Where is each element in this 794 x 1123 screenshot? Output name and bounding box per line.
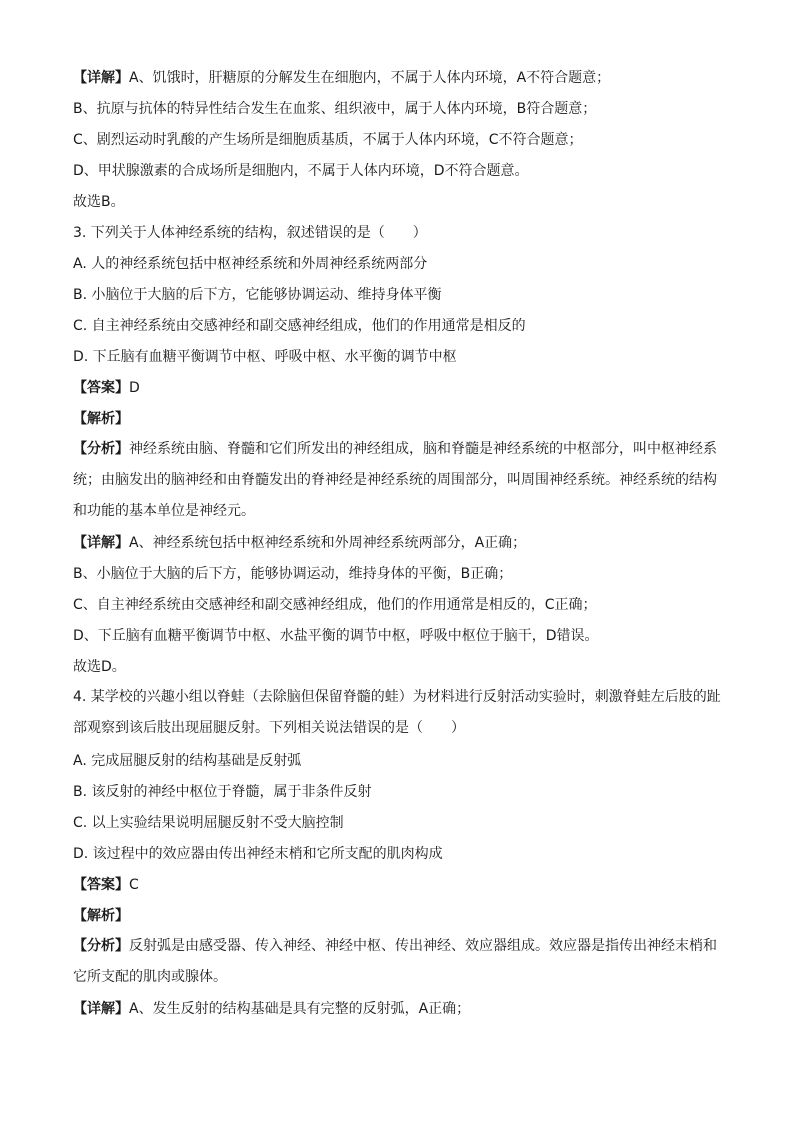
detail-tag: 【详解】: [73, 1001, 129, 1017]
q3-answer: [73, 378, 724, 398]
q4-option-c: C. 以上实验结果说明屈腿反射不受大脑控制: [73, 815, 344, 831]
q3-option-c: C. 自主神经系统由交感神经和副交感神经组成，他们的作用通常是相反的: [73, 318, 526, 334]
q3-detail-line-d: D、下丘脑有血糖平衡调节中枢、水盐平衡的调节中枢，呼吸中枢位于脑干，D错误。: [73, 628, 599, 644]
q2-detail-line-d: D、甲状腺激素的合成场所是细胞内，不属于人体内环境，D不符合题意。: [73, 163, 529, 179]
q4-option-b: B. 该反射的神经中枢位于脊髓，属于非条件反射: [73, 784, 372, 800]
q2-detail-line-a: 【详解】A、饥饿时，肝糖原的分解发生在细胞内，不属于人体内环境，A不符合题意；: [73, 70, 611, 86]
q3-detail-line-a: 【详解】A、神经系统包括中枢神经系统和外周神经系统两部分，A正确；: [73, 535, 527, 551]
q4-detail-line-a: 【详解】A、发生反射的结构基础是具有完整的反射弧，A正确；: [73, 1001, 471, 1017]
fenxi-tag: 【分析】: [73, 441, 129, 457]
q4-stem: 4. 某学校的兴趣小组以脊蛙（去除脑但保留脊髓的蛙）为材料进行反射活动实验时，刺激脊蛙左后肢的趾部观察到该后肢出现屈腿反射。下列相关说法错误的是（ ）: [73, 689, 721, 736]
q3-option-b: B. 小脑位于大脑的后下方，它能够协调运动、维持身体平衡: [73, 287, 442, 303]
detail-tag: 【详解】: [73, 535, 129, 551]
q3-conclusion: 故选D。: [73, 659, 126, 675]
q4-analysis-heading: 【解析】: [73, 908, 129, 924]
q3-detail-line-b: B、小脑位于大脑的后下方，能够协调运动，维持身体的平衡，B正确；: [73, 566, 513, 582]
answer-tag: 【答案】: [73, 380, 129, 396]
q4-answer: [73, 875, 724, 895]
answer-tag: 【答案】: [73, 877, 129, 893]
q3-option-a: A. 人的神经系统包括中枢神经系统和外周神经系统两部分: [73, 256, 428, 272]
q2-detail-line-c: C、剧烈运动时乳酸的产生场所是细胞质基质，不属于人体内环境，C不符合题意；: [73, 132, 583, 148]
q3-detail-line-c: C、自主神经系统由交感神经和副交感神经组成，他们的作用通常是相反的，C正确；: [73, 597, 597, 613]
fenxi-tag: 【分析】: [73, 938, 129, 954]
detail-tag: 【详解】: [73, 70, 129, 86]
q3-stem: 3. 下列关于人体神经系统的结构，叙述错误的是（ ）: [73, 225, 427, 241]
q3-fenxi-paragraph: 【分析】神经系统由脑、脊髓和它们所发出的神经组成，脑和脊髓是神经系统的中枢部分，叫中枢神经系统；由脑发出的脑神经和由脊髓发出的脊神经是神经系统的周围部分，叫周围神经系统。神经系统的结构和功能的基本单位是神经元。: [73, 441, 717, 519]
q3-analysis-heading: 【解析】: [73, 411, 129, 427]
q3-option-d: D. 下丘脑有血糖平衡调节中枢、呼吸中枢、水平衡的调节中枢: [73, 349, 457, 365]
q4-option-a: A. 完成屈腿反射的结构基础是反射弧: [73, 753, 302, 769]
q4-option-d: D. 该过程中的效应器由传出神经末梢和它所支配的肌肉构成: [73, 846, 443, 862]
answer-value: C: [129, 877, 139, 893]
answer-value: D: [129, 380, 140, 396]
q2-detail-line-b: B、抗原与抗体的特异性结合发生在血浆、组织液中，属于人体内环境，B符合题意；: [73, 101, 597, 117]
q2-conclusion: 故选B。: [73, 194, 125, 210]
q4-fenxi-paragraph: 【分析】反射弧是由感受器、传入神经、神经中枢、传出神经、效应器组成。效应器是指传出神经末梢和它所支配的肌肉或腺体。: [73, 938, 717, 985]
